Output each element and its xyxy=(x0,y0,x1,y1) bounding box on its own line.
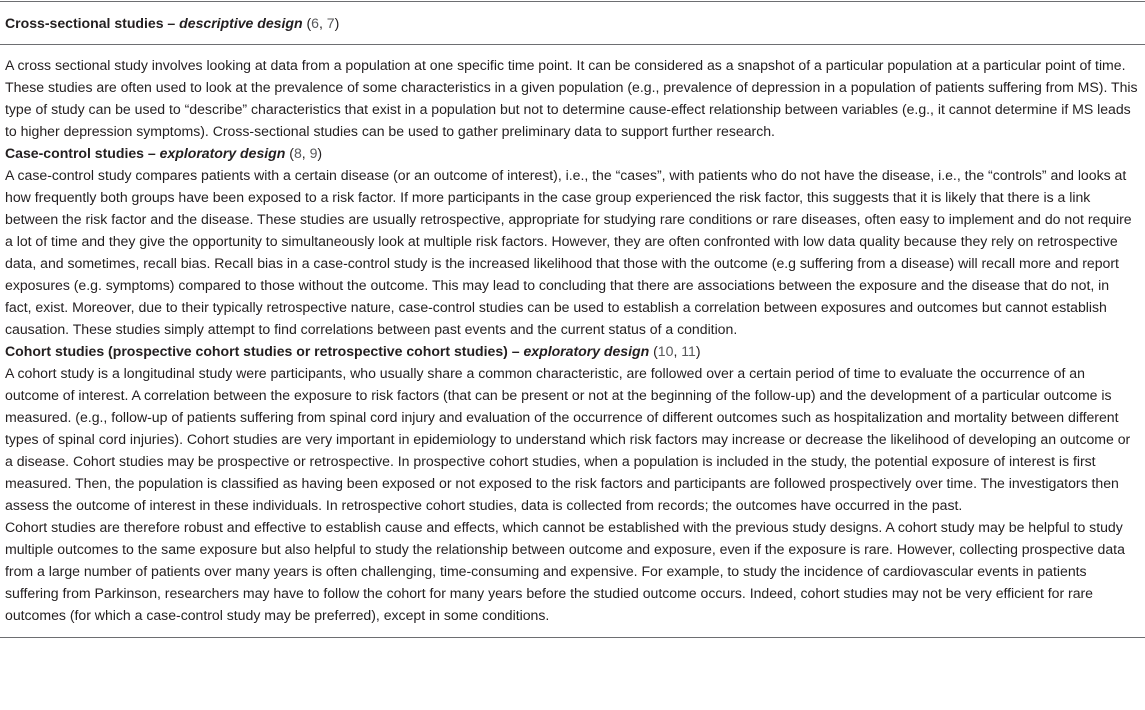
reference-link[interactable]: 11 xyxy=(681,343,696,359)
table-body-cell xyxy=(0,45,1145,637)
cross-sectional-heading xyxy=(0,2,1145,44)
reference-link[interactable]: 10 xyxy=(657,343,674,359)
case-control-refs: (8, 9) xyxy=(289,145,323,161)
cross-sectional-refs: (6, 7) xyxy=(306,15,340,31)
cohort-paragraph: A cohort study is a longitudinal study were participants, who usually share a common characteristic, are followed over a certain period of time to evaluate the occurrence of an outcome of interest. A correlation between the exposure to risk factors (that can be present or not at the beginning of the follow-up) and the development of a particular outcome is measured. (e.g., follow-up of patients suffering from spinal cord injury and evaluation of the occurrence of different outcomes such as hospitalization and mortality between different types of spinal cord injuries). Cohort studies are very important in epidemiology to understand which risk factors may increase or decrease the likelihood of developing an outcome or a disease. Cohort studies may be prospective or retrospective. In prospective cohort studies, when a population is included in the study, the potential exposure of interest is first measured. Then, the population is classified as having been exposed or not exposed to the risk factors and participants are followed prospectively over time. The investigators then assess the outcome of interest in these individuals. In retrospective cohort studies, data is collected from records; the outcomes have occurred in the past. xyxy=(5,365,1131,513)
case-control-paragraph: A case-control study compares patients with a certain disease (or an outcome of interest), i.e., the “cases”, with patients who do not have the disease, i.e., the “controls” and looks at how frequently both groups have been exposed to a risk factor. If more participants in the case group experienced the risk factor, this suggests that it is likely that there is a link between the risk factor and the disease. These studies are usually retrospective, appropriate for studying rare conditions or rare diseases, often easy to implement and do not require a lot of time and they give the opportunity to simultaneously look at multiple risk factors. However, they are often confronted with low data quality because they rely on retrospective data, and sometimes, recall bias. Recall bias in a case-control study is the increased likelihood that those with the outcome (e.g suffering from a disease) will recall more and report exposures (e.g. symptoms) compared to those without the outcome. This may lead to concluding that there are associations between the exposure and the disease that do not, in fact, exist. Moreover, due to their typically retrospective nature, case-control studies can be used to establish a correlation between exposures and outcomes but cannot establish causation. These studies simply attempt to find correlations between past events and the current status of a condition. xyxy=(5,167,1132,337)
cohort-paragraph-continued: Cohort studies are therefore robust and effective to establish cause and effects, which cannot be established with the previous study designs. A cohort study may be helpful to study multiple outcomes to the same exposure but also helpful to study the relationship between outcome and exposure, even if the exposure is rare. However, collecting prospective data from a large number of patients over many years is often challenging, time-consuming and expensive. For example, to study the incidence of cardiovascular events in patients suffering from Parkinson, researchers may have to follow the cohort for many years before the studied outcome occurs. Indeed, cohort studies may not be very efficient for rare outcomes (for which a case-control study may be preferred), except in some conditions. xyxy=(5,519,1125,623)
cohort-refs: (10, 11) xyxy=(653,343,701,359)
cross-sectional-heading-title: Cross-sectional studies – descriptive design xyxy=(5,15,303,31)
cross-sectional-paragraph: A cross sectional study involves looking at data from a population at one specific time point. It can be considered as a snapshot of a particular population at a particular point of time. These studies are often used to look at the prevalence of some characteristics in a given population (e.g., prevalence of depression in a population of patients suffering from MS). This type of study can be used to “describe” characteristics that exist in a population but not to determine cause-effect relationship between variables (e.g., it cannot determine if MS leads to higher depression symptoms). Cross-sectional studies can be used to gather preliminary data to support further research. xyxy=(5,57,1138,139)
reference-link[interactable]: 7 xyxy=(326,15,335,31)
case-control-heading: Case-control studies – exploratory design (8, 9) xyxy=(5,145,323,161)
reference-link[interactable]: 6 xyxy=(311,15,319,31)
reference-link[interactable]: 8 xyxy=(293,145,302,161)
table-bottom-rule xyxy=(0,637,1145,638)
cohort-heading: Cohort studies (prospective cohort studies or retrospective cohort studies) – exploratory design (10, 11) xyxy=(5,343,701,359)
reference-link[interactable]: 9 xyxy=(309,145,318,161)
